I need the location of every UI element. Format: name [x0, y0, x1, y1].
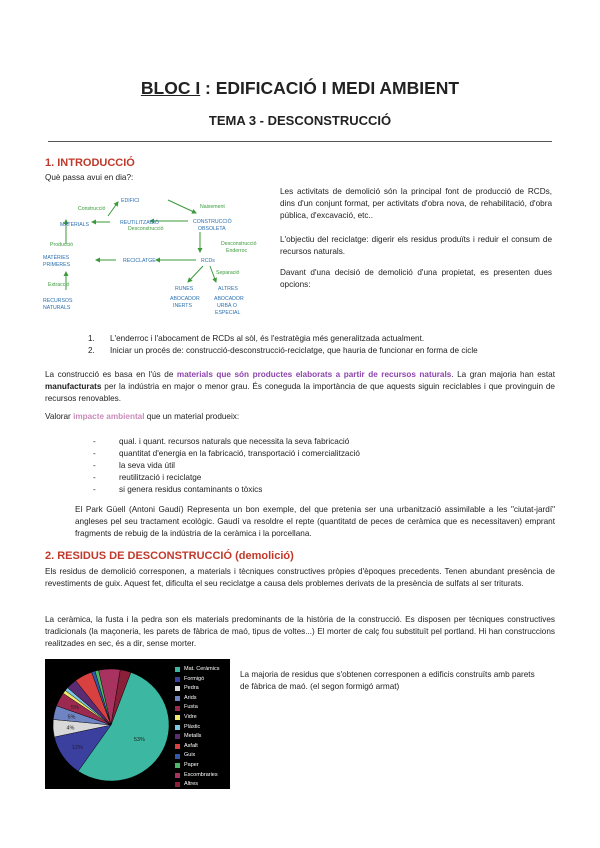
legend-swatch	[175, 725, 180, 730]
legend-swatch	[175, 734, 180, 739]
diagram-reciclatge: RECICLATGE	[123, 258, 156, 264]
bloc-label: BLOC I	[140, 78, 201, 98]
diagram-altres-3: URBÀ O	[217, 303, 237, 309]
highlight-materials: materials que són productes elaborats a partir de recursos naturals	[176, 370, 452, 379]
pie-legend	[175, 665, 219, 790]
option-item: 2. Iniciar un procés de: construcció-desconstrucció-reciclatge, que hauria de funcionar en forma de cicle	[88, 346, 478, 355]
legend-label: Fusta	[184, 704, 198, 711]
diagram-construccio: Construcció	[78, 206, 106, 212]
diagram-materials: MATERIALS	[60, 222, 90, 228]
diagram-runes-1: RUNES	[175, 286, 194, 292]
section-1-heading: 1. INTRODUCCIÓ	[45, 157, 135, 169]
header-divider	[48, 141, 552, 142]
legend-swatch	[175, 696, 180, 701]
diagram-altres-2: ABOCADOR	[214, 296, 244, 302]
legend-entry	[175, 694, 219, 704]
paragraph-objectiu: L'objectiu del reciclatge: digerir els residus produïts i reduir el consum de recursos naturals.	[280, 235, 552, 256]
highlight-manufacturats: manufacturats	[45, 382, 102, 391]
criteria-item: - si genera residus contaminants o tòxics	[93, 485, 263, 494]
legend-swatch	[175, 763, 180, 768]
pie-data-label: 4%	[66, 725, 75, 732]
options-list	[88, 333, 560, 357]
legend-entry	[175, 665, 219, 675]
legend-swatch	[175, 715, 180, 720]
pie-chart	[45, 659, 230, 789]
legend-label: Paper	[184, 761, 199, 768]
pie-data-label: 5%	[67, 714, 76, 721]
cycle-diagram	[38, 190, 278, 325]
legend-entry	[175, 703, 219, 713]
option-item: 1. L'enderroc i l'abocament de RCDs al sòl, és l'estratègia més generalitzada actualment.	[88, 334, 425, 343]
diagram-naixement: Naixement	[200, 204, 225, 210]
legend-entry	[175, 732, 219, 742]
legend-swatch	[175, 706, 180, 711]
legend-label: Plàstic	[184, 723, 201, 730]
diagram-enderroc: Enderroc	[226, 248, 248, 254]
paragraph-park-guell: El Park Güell (Antoni Gaudí) Representa un bon exemple, del que pretenia ser una urbanització assimilable a les "ciutat-jardí" angleses pel seu tractament ecològic. Gaudí va resoldre el repte (quantitatd de peces de ceràmica que es necessitaven) emprant fragments de rebuig de la indústria de la ceràmica i la porcellana.	[75, 505, 555, 538]
legend-label: Asfalt	[184, 742, 198, 749]
paragraph-opcions: Davant d'una decisió de demolició d'una propietat, es presenten dues opcions:	[280, 268, 552, 289]
diagram-altres-1: ALTRES	[218, 286, 238, 292]
legend-label: Altres	[184, 781, 199, 788]
diagram-extraccio: Extracció	[48, 282, 70, 288]
legend-label: Formigó	[184, 675, 205, 682]
diagram-obsoleta-1: CONSTRUCCIÓ	[193, 219, 232, 225]
legend-swatch	[175, 773, 180, 778]
criteria-item: - qual. i quant. recursos naturals que necessita la seva fabricació	[93, 437, 350, 446]
legend-entry	[175, 751, 219, 761]
legend-label: Arids	[184, 694, 197, 701]
legend-label: Guix	[184, 752, 196, 759]
title-text: : EDIFICACIÓ I MEDI AMBIENT	[200, 78, 460, 98]
pie-data-label: 5%	[70, 705, 79, 712]
diagram-edifici: EDIFICI	[121, 198, 140, 204]
section-2-heading: 2. RESIDUS DE DESCONSTRUCCIÓ (demolició)	[45, 550, 294, 562]
legend-entry	[175, 761, 219, 771]
legend-entry	[175, 771, 219, 781]
paragraph-demolicio: Les activitats de demolició són la principal font de producció de RCDs, dins d'un conjunt format, per activitats d'obra nova, de rehabilitació, d'obra pública, d'excavació, etc..	[280, 187, 552, 220]
paragraph-residus: Els residus de demolició corresponen, a materials i tècniques constructives pròpies d'èpoques precedents. Tenen abundant presència de revestiments de guix. Aquest fet, dificulta el seu reciclatge a causa dels problemes derivats de la presència de sulfats al ser triturats.	[45, 567, 555, 588]
diagram-altres-4: ESPECIAL	[215, 310, 241, 316]
diagram-recursos-2: NATURALS	[43, 305, 71, 311]
diagram-separacio: Separació	[216, 270, 240, 276]
diagram-demolicio: Desconstrucció	[221, 241, 257, 247]
highlight-impacte: impacte ambiental	[73, 412, 145, 421]
legend-label: Mat. Ceràmics	[184, 666, 220, 672]
diagram-desconstruccio: Desconstrucció	[128, 226, 164, 232]
legend-swatch	[175, 754, 180, 759]
impact-criteria-list	[93, 436, 549, 496]
legend-swatch	[175, 744, 180, 749]
legend-entry	[175, 742, 219, 752]
paragraph-impacte: Valorar impacte ambiental que un material produeix:	[45, 412, 240, 421]
diagram-recursos-1: RECURSOS	[43, 298, 73, 304]
pie-data-label: 12%	[71, 744, 83, 751]
legend-swatch	[175, 667, 180, 672]
document-subtitle: TEMA 3 - DESCONSTRUCCIÓ	[208, 113, 392, 128]
diagram-produccio: Producció	[50, 242, 74, 248]
legend-swatch	[175, 686, 180, 691]
criteria-item: - quantitat d'energia en la fabricació, transportació i comercialització	[93, 449, 360, 458]
diagram-runes-2: ABOCADOR	[170, 296, 200, 302]
diagram-reutilitzacio: REUTILITZACIÓ	[120, 220, 159, 226]
criteria-item: - la seva vida útil	[93, 461, 175, 470]
legend-entry	[175, 713, 219, 723]
diagram-rcds: RCDs	[201, 258, 215, 264]
legend-label: Vidre	[184, 713, 197, 720]
pie-data-label: 53%	[133, 737, 145, 744]
legend-entry	[175, 684, 219, 694]
legend-entry	[175, 780, 219, 790]
paragraph-majoria: La majoria de residus que s'obtenen corresponen a edificis construïts amb parets de fàbrica de maó. (el segon formigó armat)	[240, 670, 535, 691]
diagram-primeres-1: MATÈRIES	[43, 255, 70, 261]
legend-entry	[175, 723, 219, 733]
document-title	[0, 78, 600, 99]
legend-label: Escombraries	[184, 771, 218, 778]
paragraph-materials-historics: La ceràmica, la fusta i la pedra son els materials predominants de la història de la construcció. Es disposen per tècniques constructives tradicionals (la maçoneria, les parets de fàbrica de maó, tipus de voltes...) El morter de calç fou substituït pel portland. Hi han construccions realitzades en sec, és a dir, sense morter.	[45, 615, 555, 648]
intro-question: Què passa avui en dia?:	[45, 173, 134, 182]
diagram-obsoleta-2: OBSOLETA	[198, 226, 226, 232]
legend-entry	[175, 675, 219, 685]
legend-swatch	[175, 782, 180, 787]
legend-label: Pedra	[184, 685, 199, 692]
paragraph-materials: La construcció es basa en l'ús de materials que són productes elaborats a partir de recursos naturals. La gran majoria han estat manufacturats per la indústria en major o menor grau. És coneguda la importància de que aquests siguin reciclables i que provinguin de recursos renovables.	[45, 370, 555, 403]
criteria-item: - reutilització i reciclatge	[93, 473, 202, 482]
legend-swatch	[175, 677, 180, 682]
diagram-runes-3: INERTS	[173, 303, 192, 309]
diagram-primeres-2: PRIMERES	[43, 262, 71, 268]
legend-label: Metalls	[184, 733, 202, 740]
